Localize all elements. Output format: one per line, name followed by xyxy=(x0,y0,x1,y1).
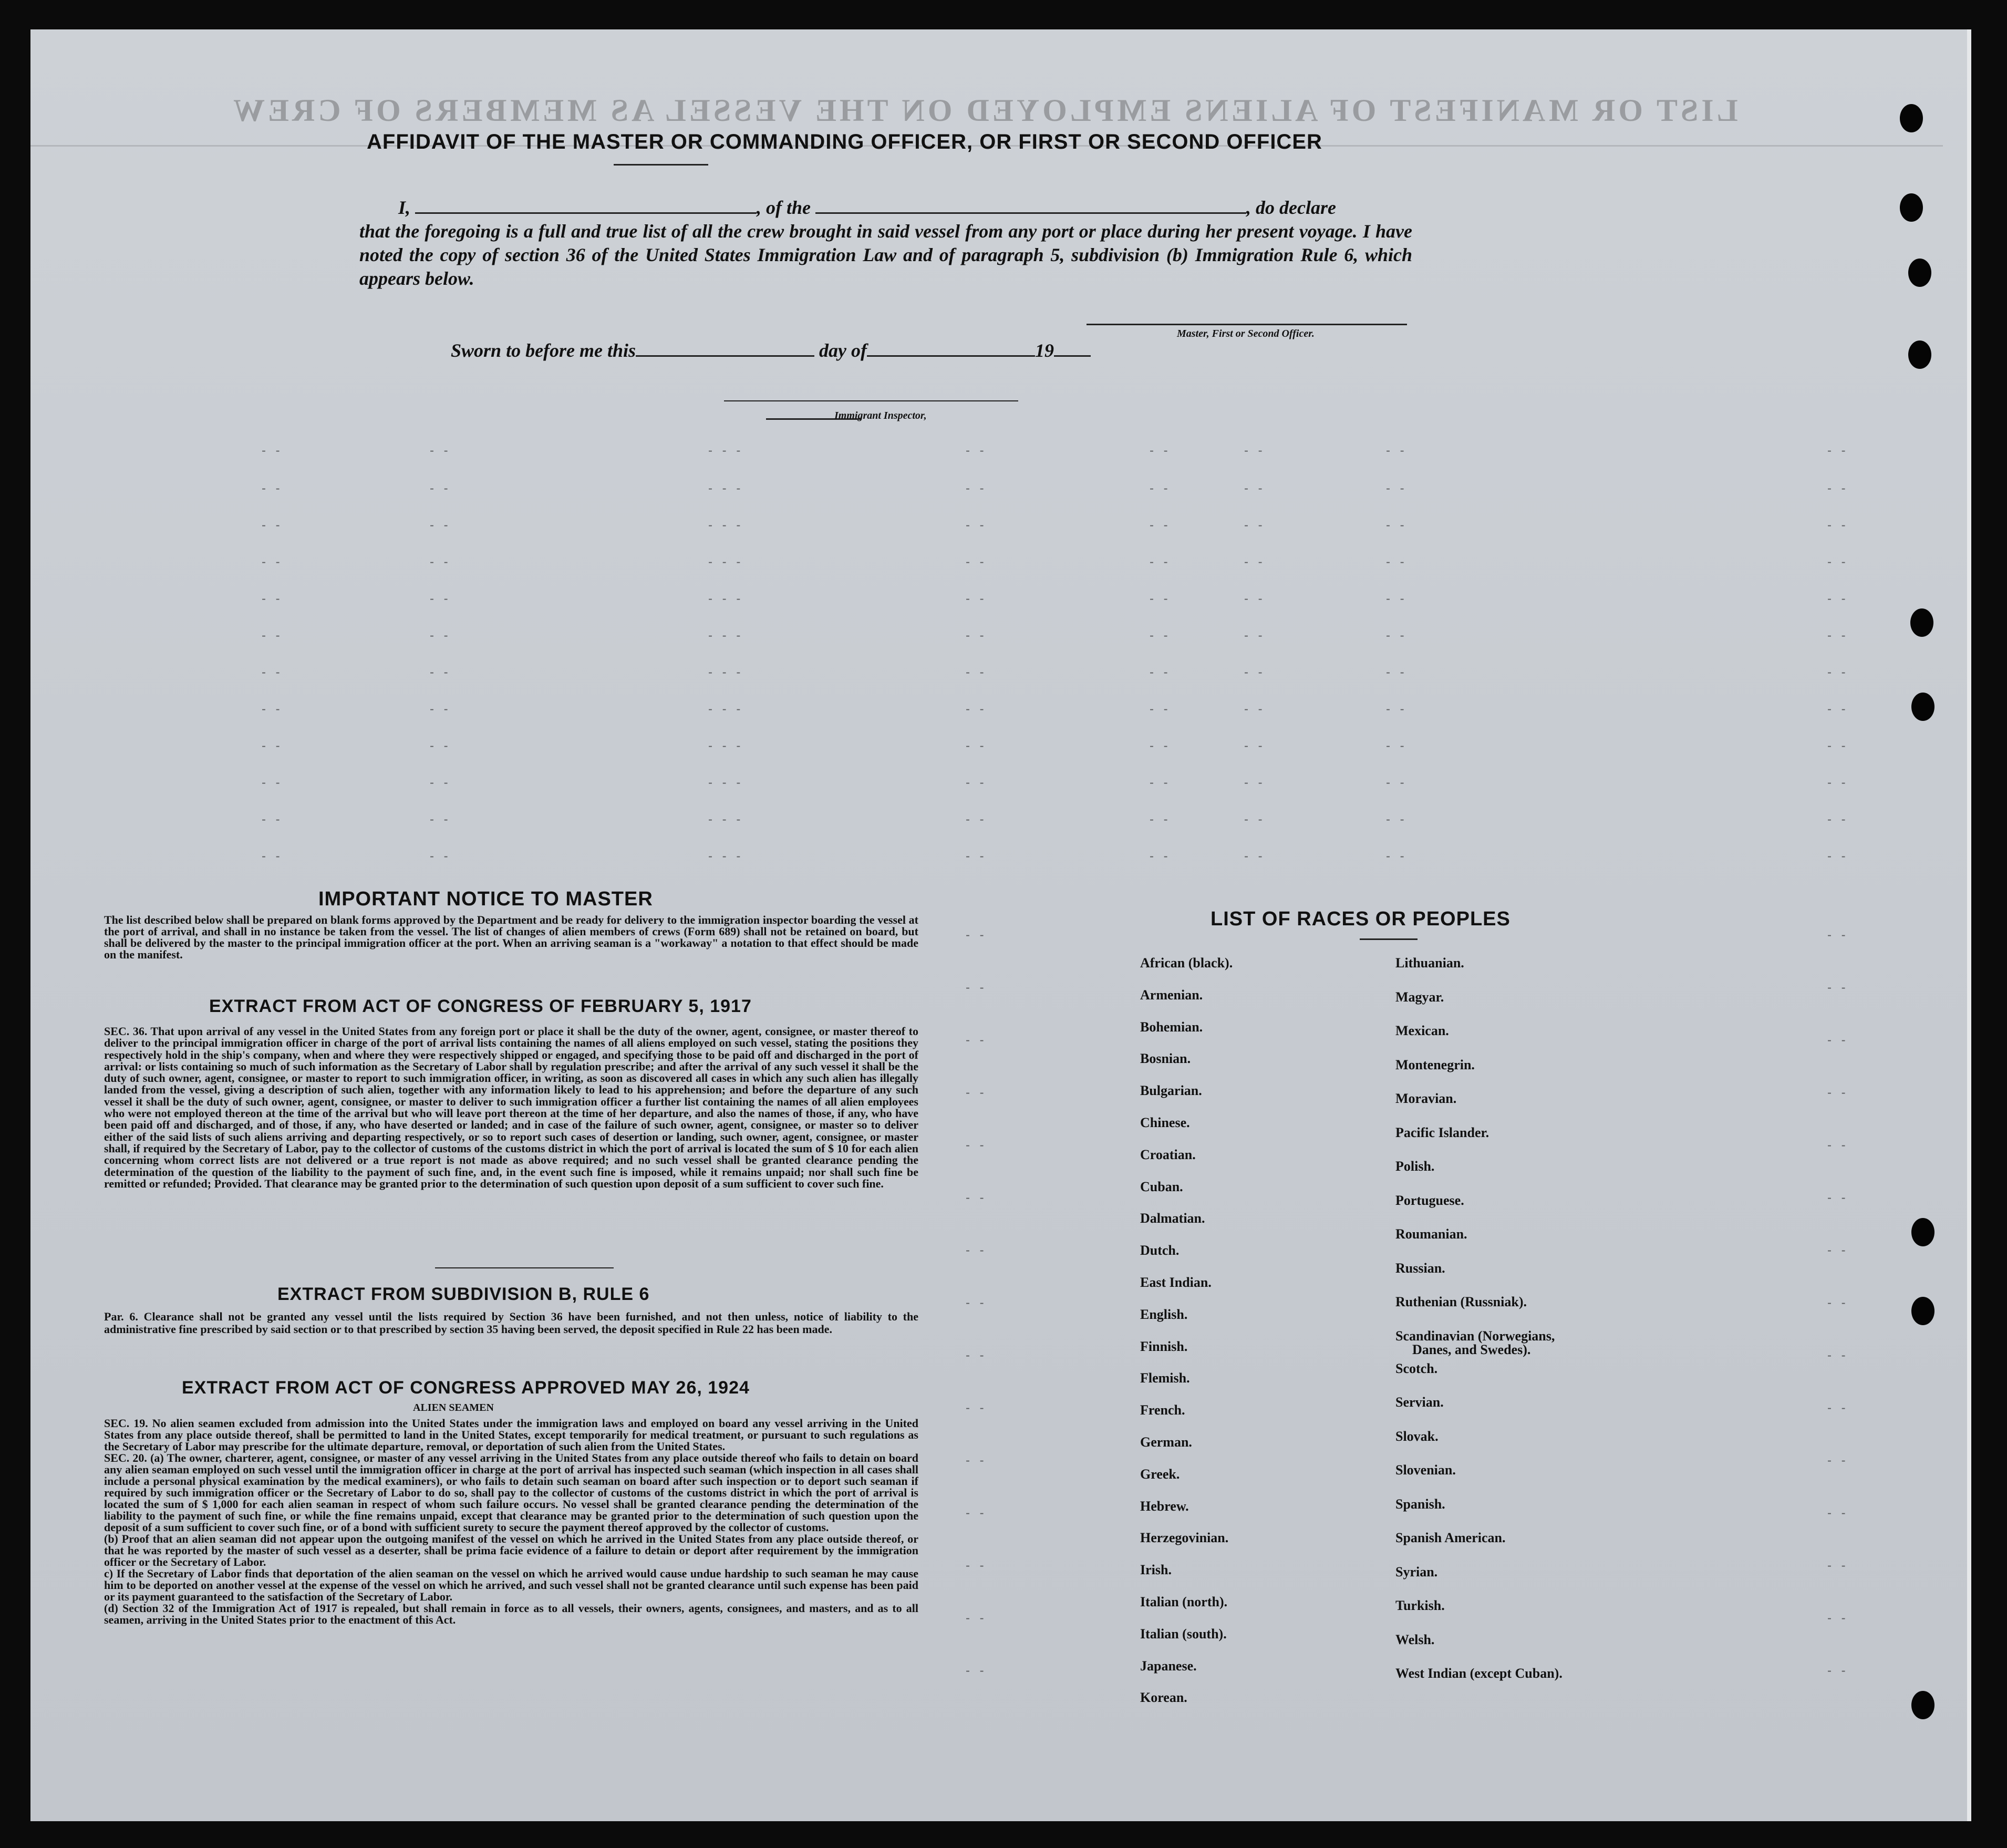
race-item: Dalmatian. xyxy=(1140,1211,1205,1226)
extract-1917-body: SEC. 36. That upon arrival of any vessel in the United States from any foreign port or place it shall be the duty of the owner, agent, consignee, or master thereof to deliver to the principal immigration officer in charge of the port of arrival lists containing the names of all aliens employed on such vessel, stating the positions they respectively hold in the ship's company, when and where they were respectively shipped or engaged, and specifying those to be paid off and discharged in the port of arrival: or lists containing so much of such information as the Secretary of Labor shall by regulation prescribe; and after the arrival of any such vessel it shall be the duty of such owner, agent, consignee, or master to report to such immigration officer, in writing, as soon as discovered all cases in which any such alien has illegally landed from the vessel, giving a description of such alien, together with any information likely to lead to his apprehension; and before the departure of any such vessel it shall be the duty of such owner, agent, consignee, or master to deliver to such immigration officer a further list containing the names of all alien employees who were not employed thereon at the time of the arrival but who will leave port thereon at the time of her departure, and also the names of those, if any, who have been paid off and discharged, and of those, if any, who have deserted or landed; and in case of the failure of such owner, agent, consignee, or master so to deliver either of the said lists of such aliens arriving and departing respectively, or so to report such cases of desertion or landing, such owner, agent, consignee, or master shall, if required by the Secretary of Labor, pay to the collector of customs of the customs district in which the port of arrival is located the sum of $ 10 for each alien concerning whom correct lists are not delivered or a true report is not made as above required; and no such vessel shall be granted clearance pending the determination of the question of the liability to the payment of such fine, and, in the event such fine is imposed, while it remains unpaid; nor shall such fine be remitted or refunded; Provided. That clearance may be granted prior to the determination of such question upon deposit of a sum sufficient to cover such fine. xyxy=(104,1025,918,1190)
punch-hole xyxy=(1911,1691,1934,1719)
race-item: Italian (south). xyxy=(1140,1626,1227,1641)
race-item: Finnish. xyxy=(1140,1338,1188,1354)
race-item: East Indian. xyxy=(1140,1275,1212,1290)
race-item: Cuban. xyxy=(1140,1179,1183,1194)
punch-hole xyxy=(1900,104,1923,132)
bleed-through-header: LIST OR MANIFEST OF ALIENS EMPLOYED ON THE VESSEL AS MEMBERS OF CREW xyxy=(230,93,1738,128)
race-item: Spanish American. xyxy=(1395,1530,1506,1545)
year-label: 19 xyxy=(1035,340,1054,361)
race-item: Bohemian. xyxy=(1140,1019,1203,1035)
race-item: Korean. xyxy=(1140,1690,1187,1706)
race-item: Danes, and Swedes). xyxy=(1412,1341,1531,1357)
extract-1917-title: EXTRACT FROM ACT OF CONGRESS OF FEBRUARY 5, 1917 xyxy=(209,996,752,1016)
race-item: Syrian. xyxy=(1395,1564,1438,1579)
extract-1924-subtitle: ALIEN SEAMEN xyxy=(413,1402,494,1413)
race-item: French. xyxy=(1140,1402,1185,1418)
race-item: Slovak. xyxy=(1395,1428,1439,1444)
punch-hole xyxy=(1911,1218,1934,1246)
extract-1924-title: EXTRACT FROM ACT OF CONGRESS APPROVED MAY 26, 1924 xyxy=(182,1378,750,1398)
races-title: LIST OF RACES OR PEOPLES xyxy=(1211,908,1511,930)
race-item: Croatian. xyxy=(1140,1147,1196,1162)
inspector-rule-top xyxy=(724,400,1018,401)
sec-20a: SEC. 20. (a) The owner, charterer, agent, consignee, or master of any vessel arriving in the United States from any place outside thereof who fails to detain on board any alien seaman employed on such vessel until the immigration officer in charge at the port of arrival has inspected such seaman (which inspection in all cases shall include a personal physical examination by the medical examiners), or who fails to detain such seaman on board after such inspection or to deport such seaman if required by such immigration officer or the Secretary of Labor to do so, shall pay to the collector of customs of the customs district in which the port of arrival is located the sum of $ 1,000 for each alien seaman in respect of whom such failure occurs. No vessel shall be granted clearance pending the determination of the liability to the payment of such fine, or while the fine remains unpaid, except that clearance may be granted prior to the determination of such question upon the deposit of a sum sufficient to cover such fine, or of a bond with sufficient surety to secure the payment thereof approved by the collector of customs. xyxy=(104,1451,918,1534)
declare-line xyxy=(398,197,1336,219)
race-item: African (black). xyxy=(1140,955,1233,971)
race-item: Montenegrin. xyxy=(1395,1057,1475,1072)
race-item: Scandinavian (Norwegians, xyxy=(1395,1328,1555,1344)
race-item: Roumanian. xyxy=(1395,1226,1467,1242)
sworn-line xyxy=(451,339,1091,362)
sec-20c: c) If the Secretary of Labor finds that deportation of the alien seaman on the vessel on which he arrived would cause undue hardship to such seaman he may cause him to be deported on another vessel at the expense of the vessel on which he arrived, and such vessel shall not be granted clearance until such expense has been paid or its payment guaranteed to the satisfaction of the Secretary of Labor. xyxy=(104,1567,918,1603)
race-item: Polish. xyxy=(1395,1159,1435,1174)
race-item: Moravian. xyxy=(1395,1091,1457,1106)
race-item: Magyar. xyxy=(1395,989,1444,1005)
document-sheet: LIST OR MANIFEST OF ALIENS EMPLOYED ON THE VESSEL AS MEMBERS OF CREW AFFIDAVIT OF THE MASTER OR COMMANDING OFFICER, OR FIRST OR SECOND OFFICER I, , of the , do declare that the foregoing is a full and true list of all the crew brought in said vessel from any port or place during her present voyage. I have noted the copy of section 36 of the United States Immigration Law and of paragraph 5, subdivision (b) Immigration Rule 6, which appears below. Master, First or Second Officer. Sworn to before me this day of 19 Immigrant Inspector, - - - - - - - - - - - - - - - - - - - - - - - - - - - - - - - - - - - - - - - - - - - - - - - - - - - - - - - - - - - - - - - - - - - - - - - - - - - - - - - - - - - - - - - - - - - - - - - - - - - - - - - - - - - - - - - - - - - - - - - - - - - - - - - - - - - - - - - - - - - - - - - - - - - - - - - - - - - - - - - - - - - - - - - - - - - - - - - - - - - - - - - - - - - - - - - - - - - - - - - - - - - - - - - - - - - - - - - - - - - - - - - - - - - - - - - - - - - - - - - - - - - - - - - - - - - - - - - - - - - - - - - - IMPORTANT NOTICE TO MASTER The list described below shall be prepared on blank forms approved by the Department and be ready for delivery to the immigration inspector boarding the vessel at the port of arrival, and shall in no instance be taken from the vessel. The list of changes of alien members of crews (Form 689) shall not be retained on board, but shall be delivered by the master to the principal immigration officer at the port. When an arriving seaman is a "workaway" a notation to that effect should be made on the manifest. EXTRACT FROM ACT OF CONGRESS OF FEBRUARY 5, 1917 SEC. 36. That upon arrival of any vessel in the United States from any foreign port or place it shall be the duty of the owner, agent, consignee, or master thereof to deliver to the principal immigration officer in charge of the port of arrival lists containing the names of all aliens employed on such vessel, stating the positions they respectively hold in the ship's company, when and where they were respectively shipped or engaged, and specifying those to be paid off and discharged in the port of arrival: or lists containing so much of such information as the Secretary of Labor shall by regulation prescribe; and after the arrival of any such vessel it shall be the duty of such owner, agent, consignee, or master to report to such immigration officer, in writing, as soon as discovered all cases in which any such alien has illegally landed from the vessel, giving a description of such alien, together with any information likely to lead to his apprehension; and before the departure of any such vessel it shall be the duty of such owner, agent, consignee, or master to deliver to such immigration officer a further list containing the names of all alien employees who were not employed thereon at the time of the arrival but who will leave port thereon at the time of her departure, and also the names of those, if any, who have been paid off and discharged, and of those, if any, who have deserted or landed; and in case of the failure of such owner, agent, consignee, or master so to deliver either of the said lists of such aliens arriving and departing respectively, or so to report such cases of desertion or landing, such owner, agent, consignee, or master shall, if required by the Secretary of Labor, pay to the collector of customs of the customs district in which the port of arrival is located the sum of $ 10 for each alien concerning whom correct lists are not delivered or a true report is not made as above required; and no such vessel shall be granted clearance pending the determination of the question of the liability to the payment of such fine, and, in the event such fine is imposed, while it remains unpaid; nor shall such fine be remitted or refunded; Provided. That clearance may be granted prior to the determination of such question upon deposit of a sum sufficient to cover such fine. EXTRACT FROM SUBDIVISION B, RULE 6 Par. 6. Clearance shall not be granted any vessel until the lists required by Section 36 have been furnished, and not then unless, notice of liability to the administrative fine prescribed by said section or to that prescribed by section 35 having been served, the deposit specified in Rule 22 has been made. EXTRACT FROM ACT OF CONGRESS APPROVED MAY 26, 1924 ALIEN SEAMEN SEC. 19. No alien seamen excluded from admission into the United States under the immigration laws and employed on board any vessel arriving in the United States from any place outside thereof, shall be permitted to land in the United States, except temporarily for medical treatment, or pursuant to such regulations as the Secretary of Labor may prescribe for the ultimate departure, removal, or deportation of such alien from the United States. SEC. 20. (a) The owner, charterer, agent, consignee, or master of any vessel arriving in the United States from any place outside thereof who fails to detain on board any alien seaman employed on such vessel until the immigration officer in charge at the port of arrival has inspected such seaman (which inspection in all cases shall include a personal physical examination by the medical examiners), or who fails to detain such seaman on board after such inspection or to deport such seaman if required by such immigration officer or the Secretary of Labor to do so, shall pay to the collector of customs of the customs district in which the port of arrival is located the sum of $ 1,000 for each alien seaman in respect of whom such failure occurs. No vessel shall be granted clearance pending the determination of the liability to the payment of such fine, or while the fine remains unpaid, except that clearance may be granted prior to the determination of such question upon the deposit of a sum sufficient to cover such fine, or of a bond with sufficient surety to secure the payment thereof approved by the collector of customs. (b) Proof that an alien seaman did not appear upon the outgoing manifest of the vessel on which he arrived in the United States from any place outside thereof, or that he was reported by the master of such vessel as a deserter, shall be prima facie evidence of a failure to detain or deport after requirement by the immigration officer or the Secretary of Labor. c) If the Secretary of Labor finds that deportation of the alien seaman on the vessel on which he arrived would cause undue hardship to such seaman he may cause him to be deported on another vessel at the expense of the vessel on which he arrived, and such vessel shall not be granted clearance until such expense has been paid or its payment guaranteed to the satisfaction of the Secretary of Labor. (d) Section 32 of the Immigration Act of 1917 is repealed, but shall remain in force as to all vessels, their owners, agents, consignees, and masters, and as to all seamen, arriving in the United States prior to the enactment of this Act. LIST OF RACES OR PEOPLES African (black). Armenian. Bohemian. Bosnian. Bulgarian. Chinese. Croatian. Cuban. Dalmatian. Dutch. East Indian. English. Finnish. Flemish. French. German. Greek. Hebrew. Herzegovinian. Irish. Italian (north). Italian (south). Japanese. Korean. Lithuanian. Magyar. Mexican. Montenegrin. Moravian. Pacific Islander. Polish. Portuguese. Roumanian. Russian. Ruthenian (Russniak). Scandinavian (Norwegians, Danes, and Swedes). Scotch. Servian. Slovak. Slovenian. Spanish. Spanish American. Syrian. Turkish. Welsh. West Indian (except Cuban). xyxy=(30,29,1971,1821)
rule-6-divider xyxy=(435,1267,614,1268)
notice-body: The list described below shall be prepared on blank forms approved by the Department and be ready for delivery to the immigration inspector boarding the vessel at the port of arrival, and shall in no instance be taken from the vessel. The list of changes of alien members of crews (Form 689) shall not be retained on board, but shall be delivered by the master to the principal immigration officer at the port. When an arriving seaman is a "workaway" a notation to that effect should be made on the manifest. xyxy=(104,913,918,961)
sworn-label: Sworn to before me this xyxy=(451,340,636,361)
sec-19: SEC. 19. No alien seamen excluded from admission into the United States under the immigration laws and employed on board any vessel arriving in the United States from any place outside thereof, shall be permitted to land in the United States, except temporarily for medical treatment, or pursuant to such regulations as the Secretary of Labor may prescribe for the ultimate departure, removal, or deportation of such alien from the United States. xyxy=(104,1417,918,1453)
signer-label: Master, First or Second Officer. xyxy=(1177,328,1315,339)
month-blank[interactable] xyxy=(867,355,1035,357)
race-item: Hebrew. xyxy=(1140,1498,1189,1514)
declare-end: , do declare xyxy=(1246,197,1336,218)
race-item: Turkish. xyxy=(1395,1598,1445,1613)
rule-6-body: Par. 6. Clearance shall not be granted any vessel until the lists required by Section 36 have been furnished, and not then unless, notice of liability to the administrative fine prescribed by said section or to that prescribed by section 35 having been served, the deposit specified in Rule 22 has been made. xyxy=(104,1310,918,1336)
punch-hole xyxy=(1908,340,1931,369)
name-blank[interactable] xyxy=(415,212,757,214)
extract-1924-body xyxy=(104,1418,918,1626)
inspector-label: Immigrant Inspector, xyxy=(834,410,927,421)
race-item: German. xyxy=(1140,1434,1192,1450)
race-item: Scotch. xyxy=(1395,1360,1438,1376)
punch-hole xyxy=(1908,259,1931,287)
notice-title: IMPORTANT NOTICE TO MASTER xyxy=(318,888,653,910)
affidavit-title: AFFIDAVIT OF THE MASTER OR COMMANDING OFFICER, OR FIRST OR SECOND OFFICER xyxy=(367,130,1322,153)
race-item: Welsh. xyxy=(1395,1632,1435,1647)
declare-of: , of the xyxy=(757,197,811,218)
punch-hole xyxy=(1911,1297,1934,1325)
race-item: English. xyxy=(1140,1306,1188,1322)
punch-hole xyxy=(1911,693,1934,721)
race-item: Portuguese. xyxy=(1395,1192,1464,1208)
race-item: Dutch. xyxy=(1140,1243,1180,1258)
race-item: Ruthenian (Russniak). xyxy=(1395,1294,1527,1309)
signature-rule[interactable] xyxy=(1087,324,1407,325)
sec-20b: (b) Proof that an alien seaman did not appear upon the outgoing manifest of the vessel on which he arrived in the United States from any place outside thereof, or that he was reported by the master of such vessel as a deserter, shall be prima facie evidence of a failure to detain or deport after requirement by the immigration officer or the Secretary of Labor. xyxy=(104,1532,918,1568)
sec-20d: (d) Section 32 of the Immigration Act of 1917 is repealed, but shall remain in force as to all vessels, their owners, agents, consignees, and masters, and as to all seamen, arriving in the United States prior to the enactment of this Act. xyxy=(104,1602,918,1626)
race-item: Greek. xyxy=(1140,1466,1180,1482)
race-item: Flemish. xyxy=(1140,1370,1190,1386)
day-of-label: day of xyxy=(819,340,867,361)
race-item: Bosnian. xyxy=(1140,1051,1191,1067)
race-item: Irish. xyxy=(1140,1562,1172,1578)
day-blank[interactable] xyxy=(636,355,814,357)
race-item: Slovenian. xyxy=(1395,1462,1456,1478)
race-item: Servian. xyxy=(1395,1395,1444,1410)
race-item: Russian. xyxy=(1395,1260,1445,1276)
race-item: Lithuanian. xyxy=(1395,955,1464,971)
affidavit-body: that the foregoing is a full and true list of all the crew brought in said vessel from any port or place during her present voyage. I have noted the copy of section 36 of the United States Immigration Law and of paragraph 5, subdivision (b) Immigration Rule 6, which appears below. xyxy=(359,221,1412,289)
race-item: Mexican. xyxy=(1395,1023,1449,1038)
race-item: Bulgarian. xyxy=(1140,1083,1202,1099)
race-item: Italian (north). xyxy=(1140,1594,1228,1609)
race-item: Japanese. xyxy=(1140,1658,1197,1674)
punch-hole xyxy=(1900,193,1923,222)
race-item: West Indian (except Cuban). xyxy=(1395,1666,1563,1681)
races-title-rule xyxy=(1360,938,1418,940)
vessel-blank[interactable] xyxy=(815,212,1246,214)
punch-hole xyxy=(1910,608,1933,637)
rule-6-title: EXTRACT FROM SUBDIVISION B, RULE 6 xyxy=(277,1284,650,1304)
race-item: Chinese. xyxy=(1140,1115,1190,1130)
declare-i: I, xyxy=(398,197,411,218)
race-item: Herzegovinian. xyxy=(1140,1530,1229,1546)
year-blank[interactable] xyxy=(1054,355,1091,357)
race-item: Armenian. xyxy=(1140,987,1203,1003)
race-item: Pacific Islander. xyxy=(1395,1124,1489,1140)
race-item: Spanish. xyxy=(1395,1496,1445,1512)
title-rule xyxy=(614,164,708,166)
